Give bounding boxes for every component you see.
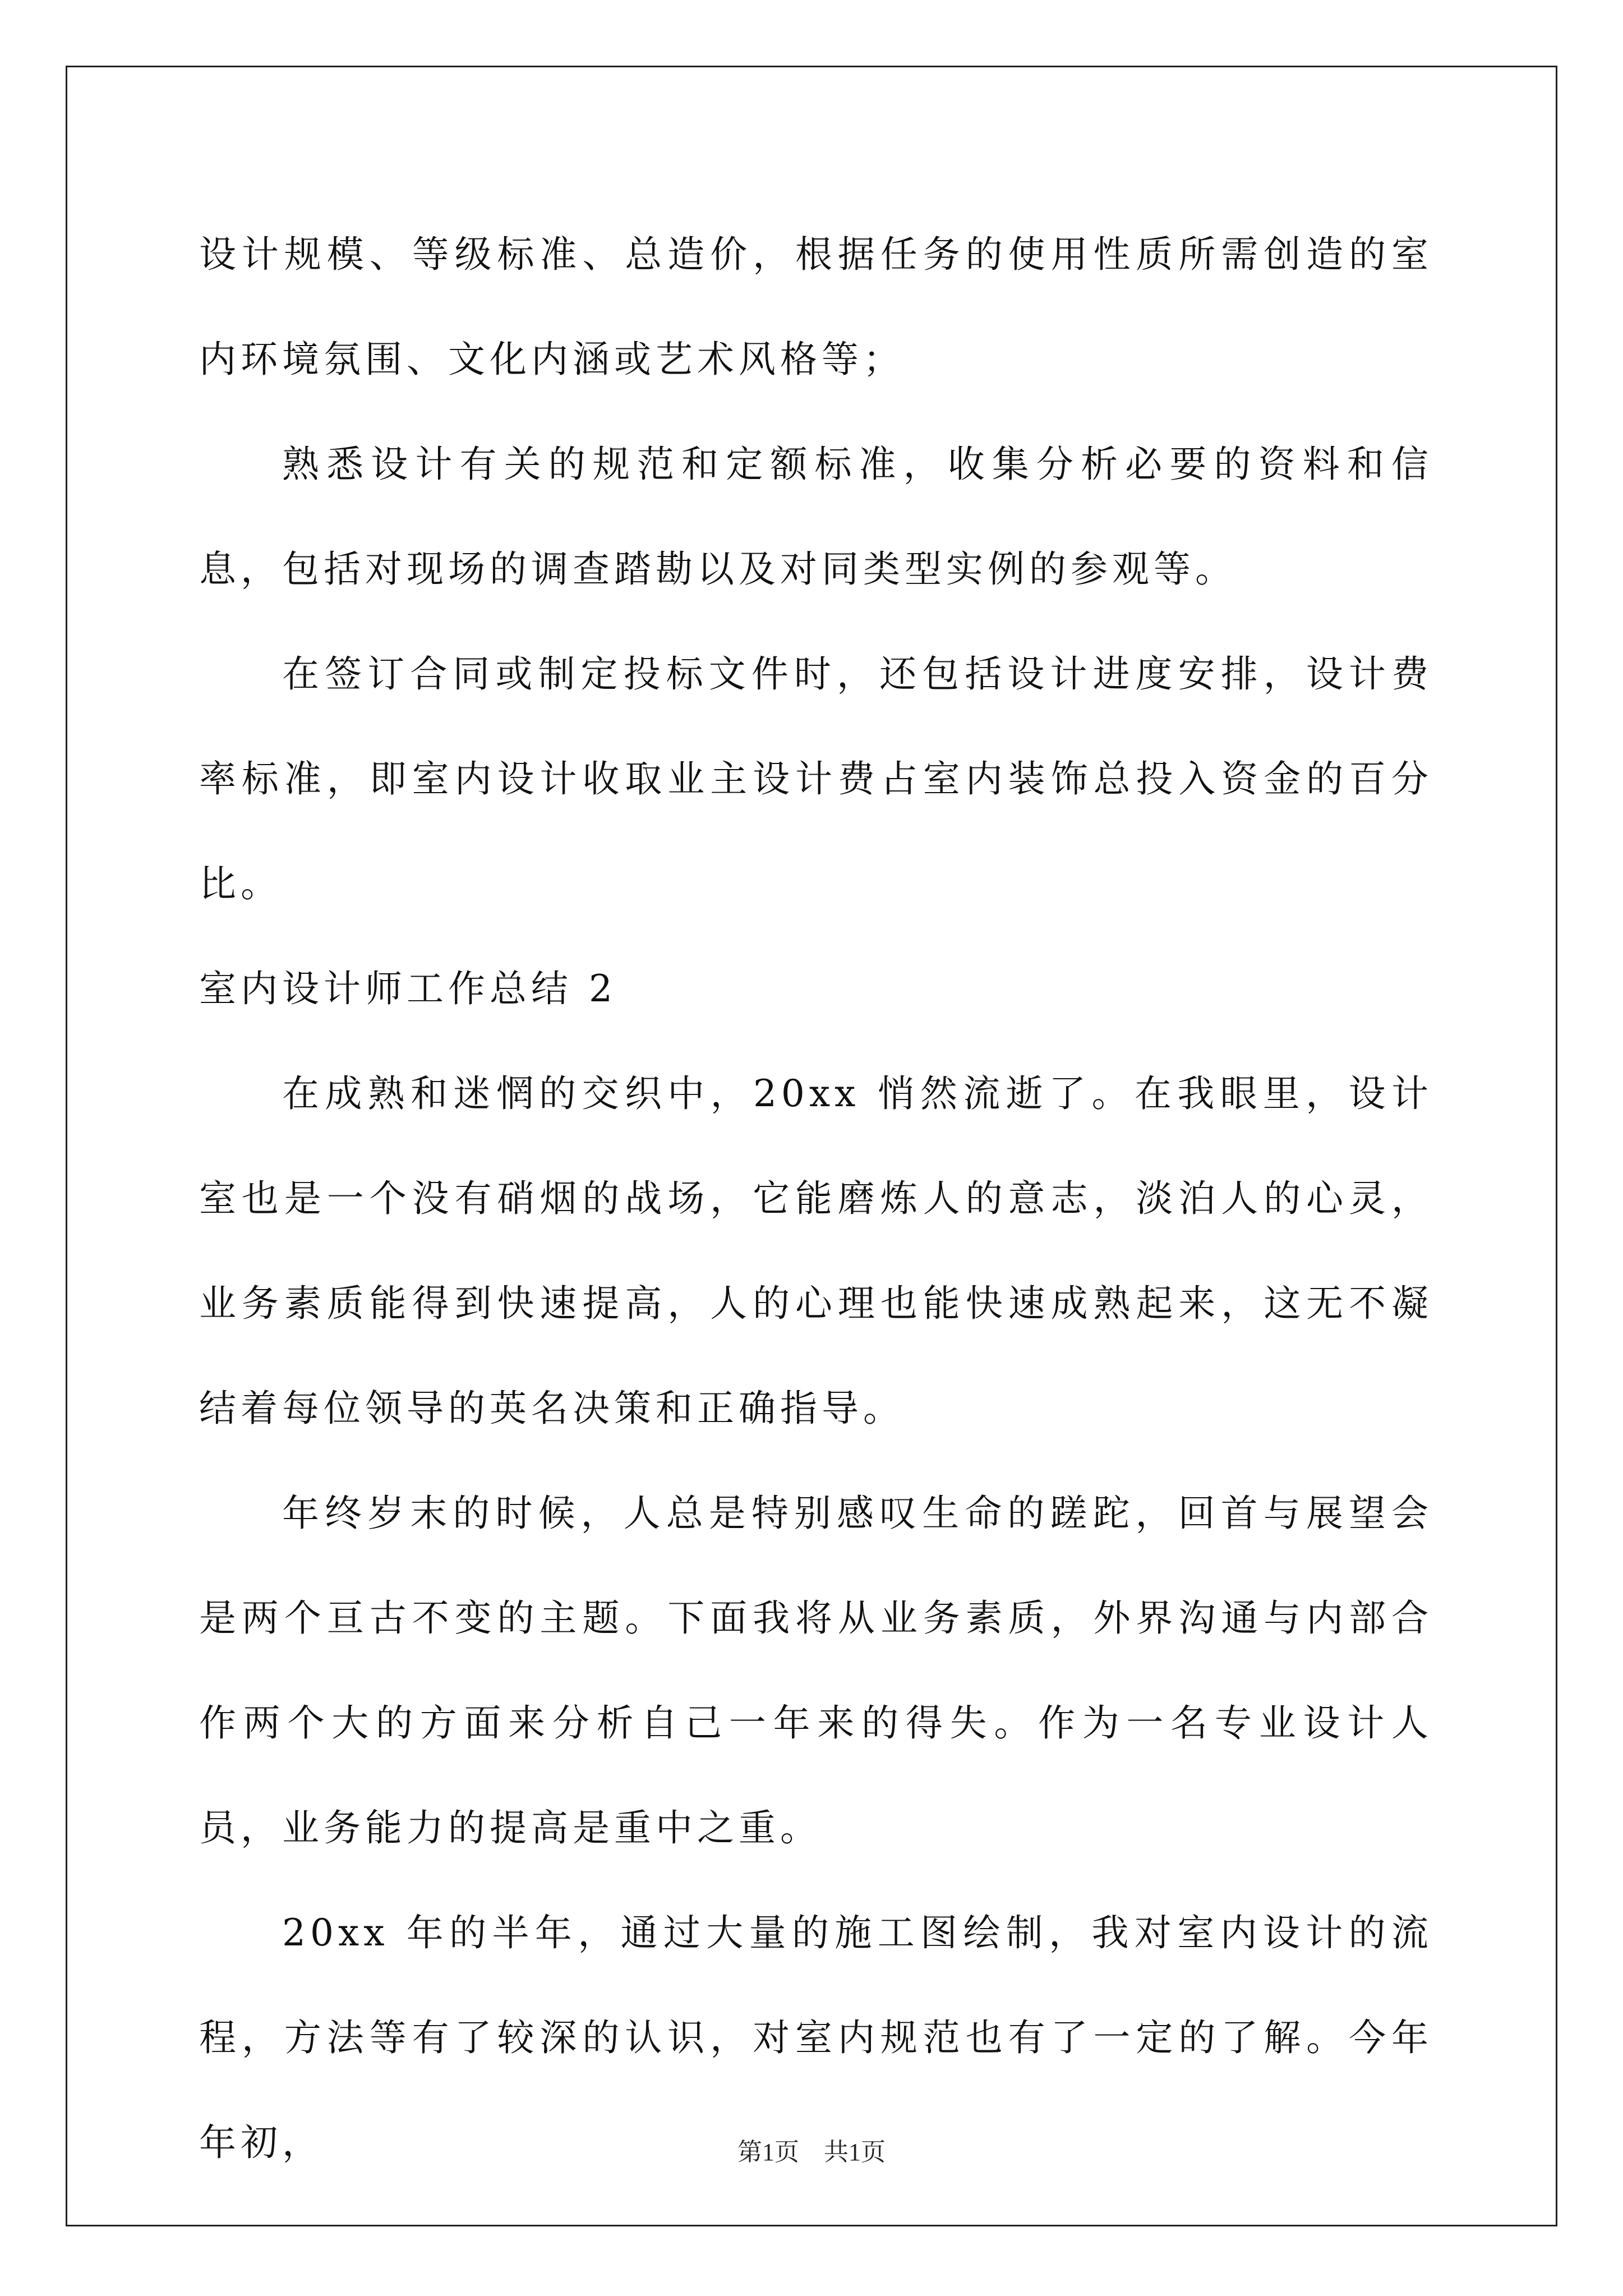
section-heading: 室内设计师工作总结 2: [199, 967, 617, 1010]
paragraph-4: 在成熟和迷惘的交织中，20xx 悄然流逝了。在我眼里，设计室也是一个没有硝烟的战场，它能磨炼人的意志，淡泊人的心灵，业务素质能得到快速提高，人的心理也能快速成熟起来，这无不凝结着每位领导的英名决策和正确指导。: [199, 1072, 1433, 1430]
paragraph-2: 熟悉设计有关的规范和定额标准，收集分析必要的资料和信息，包括对现场的调查踏勘以及对同类型实例的参观等。: [199, 443, 1433, 591]
paragraph-5: 年终岁末的时候，人总是特别感叹生命的蹉跎，回首与展望会是两个亘古不变的主题。下面我将从业务素质，外界沟通与内部合作两个大的方面来分析自己一年来的得失。作为一名专业设计人员，业务能力的提高是重中之重。: [199, 1492, 1433, 1849]
paragraph-1: 设计规模、等级标准、总造价，根据任务的使用性质所需创造的室内环境氛围、文化内涵或艺术风格等；: [199, 233, 1433, 381]
document-body: [199, 202, 1433, 2195]
page-footer: 第1页 共1页: [737, 2138, 886, 2166]
paragraph-6: 20xx 年的半年，通过大量的施工图绘制，我对室内设计的流程，方法等有了较深的认识，对室内规范也有了一定的了解。今年年初，: [199, 1911, 1433, 2164]
paragraph-3: 在签订合同或制定投标文件时，还包括设计进度安排，设计费率标准，即室内设计收取业主设计费占室内装饰总投入资金的百分比。: [199, 652, 1433, 905]
